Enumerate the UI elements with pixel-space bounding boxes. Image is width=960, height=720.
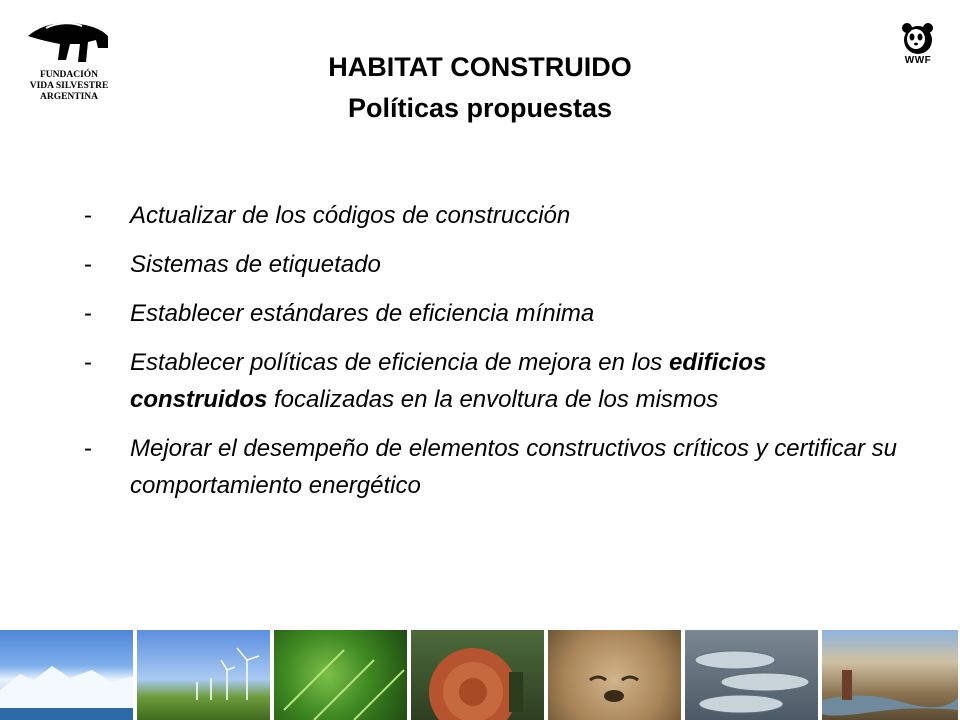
bullet-text-pre: Establecer políticas de eficiencia de mejora en los [130,349,669,376]
bullet-text [130,344,904,418]
bullet-text: Actualizar de los códigos de construcción [130,202,571,229]
glacier-photo [0,630,133,720]
bullet-text: Sistemas de etiquetado [130,251,381,278]
bullet-list [84,197,904,516]
logo-line-1: FUNDACIÓN [39,70,99,80]
wwf-logo [898,22,938,72]
anteater-icon [24,14,114,72]
bullet-text: Establecer estándares de eficiencia mínima [130,300,595,327]
vida-silvestre-logo [14,14,124,124]
list-item [84,430,904,504]
slide-subtitle: Políticas propuestas [347,93,613,123]
bullet-dash: - [84,251,92,278]
wind-turbines-photo [137,630,270,720]
bullet-dash: - [84,202,92,229]
sea-lion-photo [548,630,681,720]
bullet-dash: - [84,435,92,462]
tree-trunk-photo [411,630,544,720]
bullet-text-bold: edificios construidos [130,349,767,413]
wwf-text: WWF [904,55,932,66]
fern-photo [274,630,407,720]
slide-title: HABITAT CONSTRUIDO [328,52,632,82]
bullet-dash: - [84,349,92,376]
list-item [84,246,904,283]
logo-line-2: VIDA SILVESTRE [29,81,109,91]
list-item [84,344,904,418]
photo-strip [0,630,960,720]
bullet-text: Mejorar el desempeño de elementos constructivos críticos y certificar su comportamiento energético [130,435,897,499]
list-item [84,197,904,234]
bullet-text-post: focalizadas en la envoltura de los mismos [267,386,719,413]
fish-photo [685,630,818,720]
logo-line-3: ARGENTINA [39,92,99,102]
panda-icon [898,22,938,56]
bullet-dash: - [84,300,92,327]
list-item [84,295,904,332]
stream-photo [822,630,958,720]
